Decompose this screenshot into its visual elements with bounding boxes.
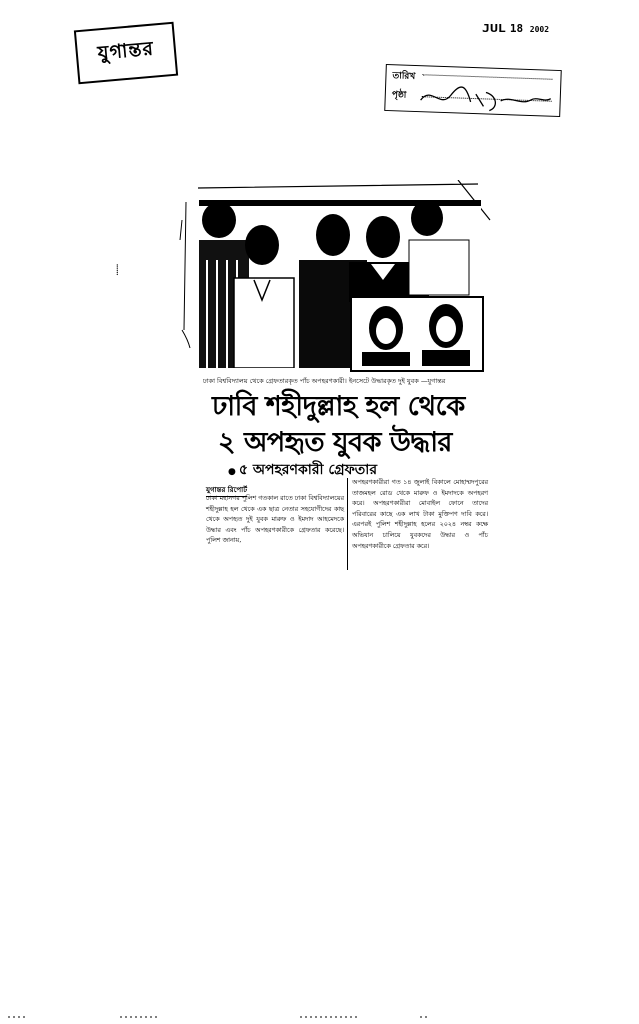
register-page-label: পৃষ্ঠা	[391, 90, 407, 101]
byline: যুগান্তর রিপোর্ট	[206, 484, 247, 497]
headline-line-2: ২ অপহৃত যুবক উদ্ধার	[218, 427, 452, 458]
newspaper-masthead-stamp	[74, 22, 178, 85]
subheadline-text: ৫ অপহরণকারী গ্রেফতার	[238, 462, 378, 478]
date-month: JUL	[482, 22, 506, 35]
register-stamp-box	[384, 64, 562, 117]
photo-caption: ঢাকা বিশ্ববিদ্যালয় থেকে গ্রেফতারকৃত পাঁচ অপহরণকারী। ইনসেটে উদ্ধারকৃত দুই যুবক —যুগান্তর	[203, 377, 446, 385]
handwritten-signature	[415, 80, 556, 115]
headline-line-1: ঢাবি শহীদুল্লাহ হল থেকে	[212, 391, 465, 422]
date-year: 2002	[529, 25, 550, 34]
inset-rescued-youths	[352, 298, 478, 366]
bullet-icon: ●	[228, 467, 236, 477]
date-stamp	[484, 22, 549, 35]
masthead-title: যুগান্তর	[96, 37, 155, 65]
article-column-2: অপহরণকারীরা গত ১৪ জুলাই বিকালে মোহাম্মদপুরের তাজমহল রোড থেকে মারুফ ও ইমদাদকে অপহরণ করে। অপহরণকারীরা মোবাইল ফোনে তাদের পরিবারের কাছে এক লাখ টাকা মুক্তিপণ দাবি করে। এরপরই পুলিশ শহীদুল্লাহ হলের ২০২৪ নম্বর কক্ষে অভিযান চালিয়ে যুবকদের উদ্ধার ও পাঁচ অপহরণকারীকে গ্রেফতার করে।	[352, 479, 488, 550]
date-day: 18	[509, 22, 524, 35]
register-date-label: তারিখ	[392, 71, 416, 82]
column-divider	[347, 478, 348, 570]
article-column-1: ঢাকা মহানগর পুলিশ গতকাল রাতে ঢাকা বিশ্ববিদ্যালয়ের শহীদুল্লাহ হল থেকে এক ছাত্র নেতার সহযোগীদের কাছ থেকে অপহৃত দুই যুবক মারুফ ও ইমদাদ আহমেদকে উদ্ধার এবং পাঁচ অপহরণকারীকে গ্রেফতার করেছে। পুলিশ জানায়,	[206, 495, 344, 545]
inset-photo	[350, 296, 484, 372]
margin-tick: ⸽	[116, 265, 119, 276]
page-edge-specks	[0, 1014, 639, 1020]
